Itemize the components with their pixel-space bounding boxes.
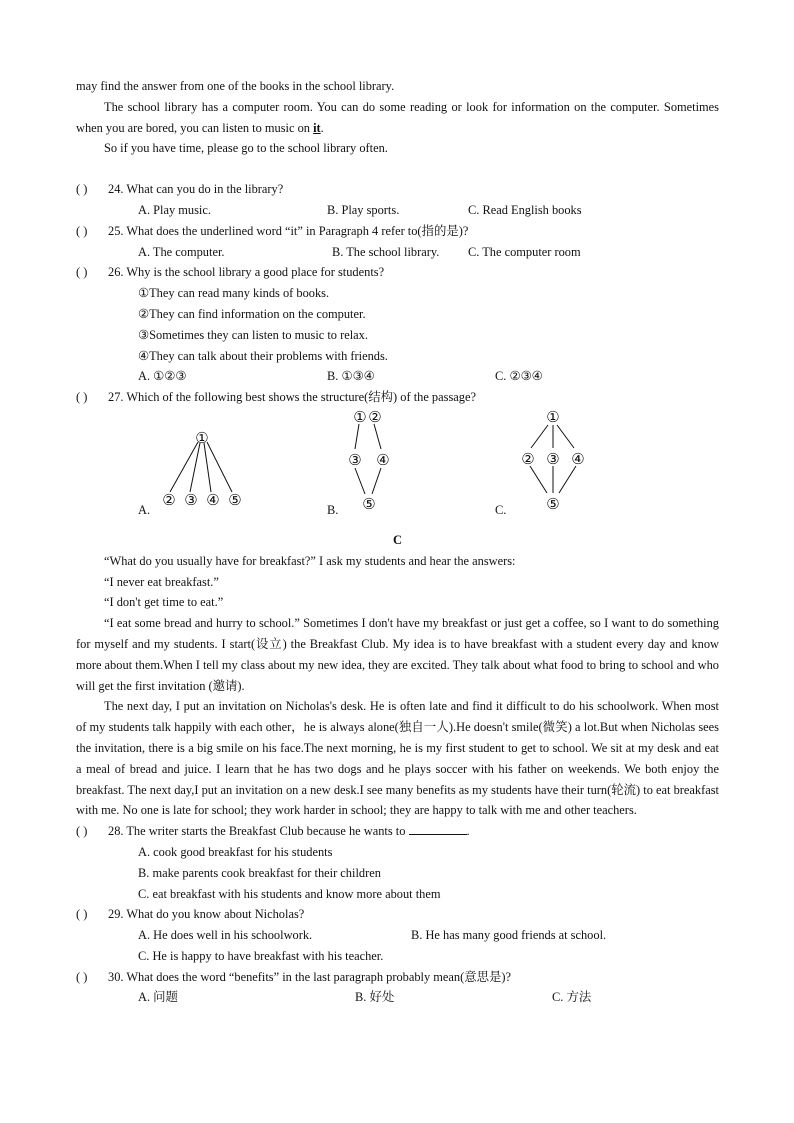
option-c: C. eat breakfast with his students and know more about them (138, 886, 441, 901)
option-a: A. He does well in his schoolwork. (138, 928, 313, 943)
node-5: ⑤ (362, 496, 376, 513)
passage-c-paragraph-1: “I eat some bread and hurry to school.” Sometimes I don't have my breakfast or just get a coffee, so I want to do something for myself and my students. I start(设立) the Breakfast Club. My idea is to have breakfast with a student every day and know more about them.When I tell my class about my new idea, they are excited. They talk about what food to bring to school and who will get the first invitation (邀请). (76, 616, 719, 693)
structure-diagram-svg (76, 408, 719, 530)
structure-diagrams (76, 408, 719, 530)
worksheet-page (76, 76, 719, 1008)
passage-paragraph-computer: The school library has a computer room. You can do some reading or look for information on the computer. Sometimes when you are bored, you can listen to music on it. (76, 99, 719, 135)
underlined-word-it: it (313, 120, 321, 135)
node-1: ① (195, 430, 209, 447)
diagram-label-c: C. (495, 502, 507, 517)
question-26-options (76, 366, 719, 387)
passage-c-line-1: “What do you usually have for breakfast?” I ask my students and hear the answers: (104, 553, 516, 568)
node-3: ③ (348, 452, 362, 469)
option-a: A. ①②③ (138, 369, 187, 384)
diagram-c-labels (521, 410, 584, 513)
answer-blank[interactable]: ( ) (76, 182, 88, 197)
answer-blank[interactable]: ( ) (76, 969, 88, 984)
option-c: C. ②③④ (495, 369, 543, 384)
question-26: ( ) 26. Why is the school library a good place for students? (76, 262, 719, 283)
statement-4: ④They can talk about their problems with friends. (138, 348, 388, 363)
option-b: B. ①③④ (327, 369, 375, 384)
node-5: ⑤ (546, 496, 560, 513)
answer-blank[interactable]: ( ) (76, 907, 88, 922)
question-30-options (76, 987, 719, 1008)
section-heading-c: C (393, 532, 402, 547)
option-a: A. The computer. (138, 244, 225, 259)
diagram-label-a: A. (138, 502, 151, 517)
node-2: ② (162, 492, 176, 509)
passage-paragraph-last: So if you have time, please go to the school library often. (104, 141, 388, 156)
passage-line: may find the answer from one of the books in the school library. (76, 79, 395, 93)
diagram-a-labels (162, 431, 241, 509)
question-24: ( ) 24. What can you do in the library? (76, 179, 719, 200)
diagram-a (170, 442, 232, 492)
answer-blank[interactable]: ( ) (76, 223, 88, 238)
node-3: ③ (546, 451, 560, 468)
option-a: A. Play music. (138, 202, 211, 217)
question-24-options (76, 200, 719, 221)
option-c: C. He is happy to have breakfast with his teacher. (138, 948, 384, 963)
option-c: C. 方法 (552, 990, 592, 1005)
question-27: ( ) 27. Which of the following best shows the structure(结构) of the passage? (76, 387, 719, 408)
option-b: B. make parents cook breakfast for their children (138, 865, 381, 880)
answer-blank[interactable]: ( ) (76, 824, 88, 839)
statement-1: ①They can read many kinds of books. (138, 286, 330, 301)
statement-3: ③Sometimes they can listen to music to relax. (138, 327, 368, 342)
fill-in-blank[interactable] (409, 822, 467, 835)
question-29: ( ) 29. What do you know about Nicholas? (76, 904, 719, 925)
option-b: B. The school library. (332, 244, 440, 259)
question-28: ( ) 28. The writer starts the Breakfast Club because he wants to . (76, 821, 719, 842)
question-25: ( ) 25. What does the underlined word “it” in Paragraph 4 refer to(指的是)? (76, 221, 719, 242)
question-25-options (76, 242, 719, 263)
node-1: ① (546, 409, 560, 426)
passage-c-paragraph-2: The next day, I put an invitation on Nicholas's desk. He is often late and find it difficult to do his schoolwork. When most of my students talk happily with each other，he is always alone(独自一人).He doesn't smile(微笑) a lot.But when Nicholas sees the invitation, there is a big smile on his face.The next morning, he is my first student to get to school. We sit at my desk and eat a meal of bread and juice. I learn that he has two dogs and he plays soccer with his father on weekends. We both enjoy the breakfast. The next day,I put an invitation on a new desk.I see many benefits as my students have their turn(轮流) to eat breakfast with me. No one is late for school; they work harder in school; they are happy to talk with me and other teachers. (76, 699, 719, 818)
option-c: C. Read English books (468, 202, 582, 217)
option-b: B. He has many good friends at school. (411, 928, 607, 943)
option-a: A. 问题 (138, 990, 178, 1005)
diagram-label-b: B. (327, 502, 339, 517)
node-4: ④ (206, 492, 220, 509)
node-5: ⑤ (228, 492, 242, 509)
node-3: ③ (184, 492, 198, 509)
statement-2: ②They can find information on the computer. (138, 306, 366, 321)
option-a: A. cook good breakfast for his students (138, 844, 333, 859)
passage-c-line-3: “I don't get time to eat.” (104, 595, 224, 610)
option-b: B. 好处 (355, 990, 395, 1005)
node-2: ② (521, 451, 535, 468)
node-4: ④ (376, 452, 390, 469)
option-c: C. The computer room (468, 244, 581, 259)
question-29-options (76, 925, 719, 946)
question-30: ( ) 30. What does the word “benefits” in the last paragraph probably mean(意思是)? (76, 967, 719, 988)
node-4: ④ (571, 451, 585, 468)
diagram-b-labels (348, 410, 389, 513)
node-2: ② (368, 409, 382, 426)
option-b: B. Play sports. (327, 202, 400, 217)
passage-c-line-2: “I never eat breakfast.” (104, 574, 219, 589)
answer-blank[interactable]: ( ) (76, 390, 88, 405)
answer-blank[interactable]: ( ) (76, 265, 88, 280)
node-1: ① (353, 409, 367, 426)
